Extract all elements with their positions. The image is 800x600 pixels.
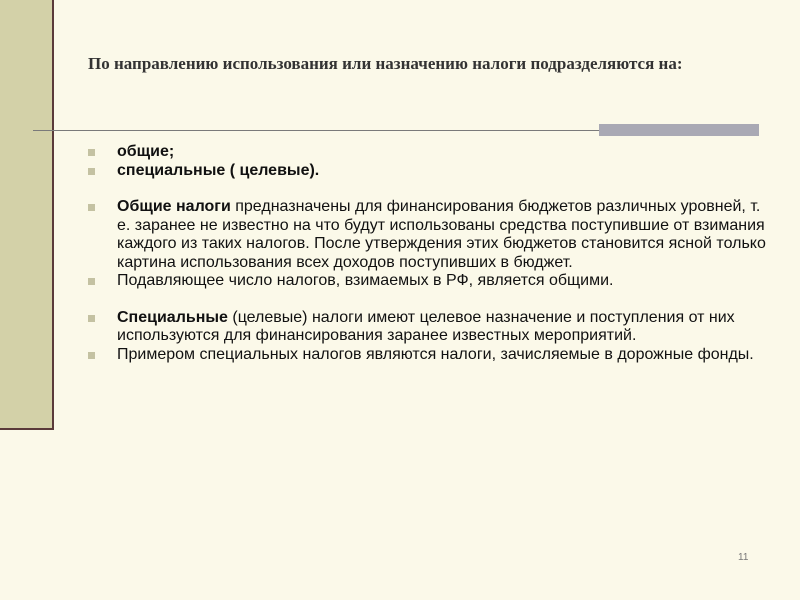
definition-text: (целевые) налоги имеют целевое назначение и поступления от них используются для финансирования заранее известных мероприятий. xyxy=(117,308,735,344)
slide-title: По направлению использования или назначению налоги подразделяются на: xyxy=(88,54,683,73)
left-decorative-bar xyxy=(0,0,54,430)
list-item-general-taxes-definition xyxy=(88,198,768,272)
square-bullet-icon xyxy=(88,352,95,359)
list-item-special xyxy=(88,162,768,181)
square-bullet-icon xyxy=(88,315,95,322)
title-divider-block xyxy=(599,124,759,136)
list-item-general xyxy=(88,143,768,162)
list-item-general-majority xyxy=(88,272,768,291)
term-bold: Общие налоги xyxy=(117,198,231,215)
page-number: 11 xyxy=(738,552,749,563)
term-bold: Специальные xyxy=(117,308,228,326)
definition-text: предназначены для финансирования бюджетов различных уровней, т. е. заранее не известно на что будут использованы средства поступившие от взимания каждого из таких налогов. После утверждения этих бюджетов становится ясной только картина использования всех доходов поступивших в бюджет. xyxy=(117,198,766,271)
list-item-text: Подавляющее число налогов, взимаемых в РФ, является общими. xyxy=(117,272,614,289)
list-item-text: Примером специальных налогов являются налоги, зачисляемые в дорожные фонды. xyxy=(117,345,754,363)
list-item-text: специальные ( целевые). xyxy=(117,161,320,179)
square-bullet-icon xyxy=(88,149,95,156)
slide-body xyxy=(88,143,768,364)
list-item-special-example xyxy=(88,346,768,365)
list-item-special-taxes-definition xyxy=(88,309,768,346)
square-bullet-icon xyxy=(88,168,95,175)
list-item-text: общие; xyxy=(117,143,175,160)
title-divider-line xyxy=(33,130,599,131)
square-bullet-icon xyxy=(88,278,95,285)
square-bullet-icon xyxy=(88,204,95,211)
